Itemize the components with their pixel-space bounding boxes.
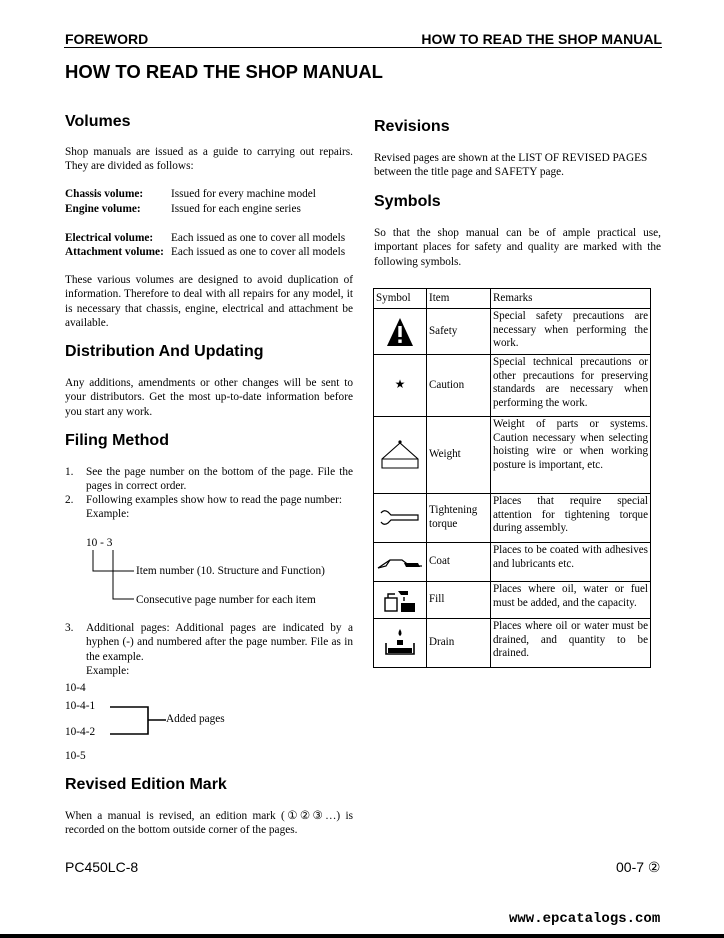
item-cell: Tightening torque: [427, 494, 491, 543]
volume-desc: Each issued as one to cover all models: [171, 232, 346, 244]
drain-icon: [374, 623, 426, 663]
revisions-text: Revised pages are shown at the LIST OF REVISED PAGES between the title page and SAFETY page.: [374, 152, 648, 179]
item-cell: Caution: [427, 355, 491, 417]
coat-icon: [374, 549, 426, 575]
table-row: [374, 417, 651, 494]
filing-item-number: 2.: [65, 494, 74, 506]
header-page-title: HOW TO READ THE SHOP MANUAL: [421, 31, 662, 47]
symbol-cell: [374, 543, 427, 582]
wrench-icon: [374, 503, 426, 533]
revisions-heading: Revisions: [374, 118, 450, 135]
revised-mark-text: When a manual is revised, an edition mark (①②③…) is recorded on the bottom outside corner of the pages.: [65, 810, 353, 837]
remarks-cell: Special technical precautions or other precautions for preserving standards are necessary when performing the work.: [491, 355, 651, 417]
volume-label: Chassis volume:: [65, 188, 144, 200]
remarks-cell: Weight of parts or systems. Caution necessary when selecting hoisting wire or when working posture is important, etc.: [491, 417, 651, 494]
page-number-example: 10 - 3: [86, 537, 113, 549]
volume-desc: Each issued as one to cover all models: [171, 246, 346, 258]
volume-desc: Issued for each engine series: [171, 203, 301, 215]
remarks-cell: Places that require special attention for tightening torque during assembly.: [491, 494, 651, 543]
symbols-table: [373, 288, 651, 668]
item-cell: Coat: [427, 543, 491, 582]
star-icon: ★: [394, 377, 406, 392]
volume-label: Electrical volume:: [65, 232, 154, 244]
remarks-cell: Places where oil, water or fuel must be added, and the capacity.: [491, 582, 651, 619]
consecutive-page-label: Consecutive page number for each item: [136, 594, 316, 606]
symbol-cell: [374, 494, 427, 543]
volumes-closing: These various volumes are designed to avoid duplication of information. Therefore to deal with all repairs for any model, it is necessary that chassis, engine, electrical and attachment be available.: [65, 274, 353, 330]
bottom-border: [0, 934, 724, 938]
item-cell: Drain: [427, 619, 491, 668]
table-row: [374, 582, 651, 619]
filing-example-label: Example:: [86, 665, 130, 677]
table-row: [374, 355, 651, 417]
filing-item-text: Following examples show how to read the page number:: [86, 494, 343, 506]
item-cell: Fill: [427, 582, 491, 619]
filing-item-text: Additional pages: Additional pages are indicated by a hyphen (-) and numbered after the page number. File as in the example.: [86, 622, 353, 663]
page-example: 10-4-1: [65, 700, 96, 712]
symbol-cell: [374, 309, 427, 355]
column-header: Symbol: [374, 289, 427, 309]
weight-icon: [374, 435, 426, 475]
symbols-heading: Symbols: [374, 193, 441, 210]
symbol-cell: [374, 619, 427, 668]
item-cell: Weight: [427, 417, 491, 494]
footer-page-number: 00-7 ②: [616, 859, 661, 875]
remarks-cell: Places to be coated with adhesives and lubricants etc.: [491, 543, 651, 582]
volume-item: [65, 231, 345, 245]
item-cell: Safety: [427, 309, 491, 355]
column-header: Remarks: [491, 289, 651, 309]
header-divider: [64, 47, 662, 48]
table-row: [374, 494, 651, 543]
symbol-cell: [374, 355, 427, 417]
page-number-bracket: [88, 550, 138, 605]
header-section-title: FOREWORD: [65, 31, 149, 47]
table-header-row: [374, 289, 651, 309]
symbol-cell: [374, 417, 427, 494]
filing-item-number: 3.: [65, 622, 74, 634]
page-title: HOW TO READ THE SHOP MANUAL: [65, 61, 383, 82]
volume-item: [65, 202, 301, 216]
volume-label: Attachment volume:: [65, 246, 164, 258]
table-row: [374, 309, 651, 355]
page-example: 10-4-2: [65, 726, 96, 738]
added-pages-bracket: [110, 704, 170, 738]
filing-item-text: See the page number on the bottom of the page. File the pages in correct order.: [86, 466, 353, 493]
volumes-heading: Volumes: [65, 113, 131, 130]
oil-can-icon: [374, 585, 426, 615]
column-header: Item: [427, 289, 491, 309]
item-number-label: Item number (10. Structure and Function): [136, 565, 325, 577]
remarks-cell: Special safety precautions are necessary when performing the work.: [491, 309, 651, 355]
page-example: 10-4: [65, 682, 86, 694]
volumes-intro: Shop manuals are issued as a guide to carrying out repairs. They are divided as follows:: [65, 146, 353, 173]
volume-desc: Issued for every machine model: [171, 188, 316, 200]
remarks-cell: Places where oil or water must be drained, and quantity to be drained.: [491, 619, 651, 668]
page-example: 10-5: [65, 750, 86, 762]
footer-model: PC450LC-8: [65, 859, 139, 875]
volume-item: [65, 187, 316, 201]
symbol-cell: [374, 582, 427, 619]
table-row: [374, 543, 651, 582]
warning-triangle-icon: [374, 312, 426, 352]
volume-label: Engine volume:: [65, 203, 141, 215]
filing-item-number: 1.: [65, 466, 74, 478]
revised-mark-heading: Revised Edition Mark: [65, 776, 227, 793]
table-row: [374, 619, 651, 668]
distribution-text: Any additions, amendments or other changes will be sent to your distributors. Get the most up-to-date information before you start any work.: [65, 377, 353, 418]
filing-heading: Filing Method: [65, 432, 169, 449]
watermark-text: www.epcatalogs.com: [509, 911, 661, 927]
volume-item: [65, 245, 345, 259]
symbols-text: So that the shop manual can be of ample practical use, important places for safety and quality are marked with the following symbols.: [374, 227, 661, 268]
added-pages-label: Added pages: [166, 713, 225, 725]
distribution-heading: Distribution And Updating: [65, 343, 264, 360]
filing-example-label: Example:: [86, 508, 130, 520]
